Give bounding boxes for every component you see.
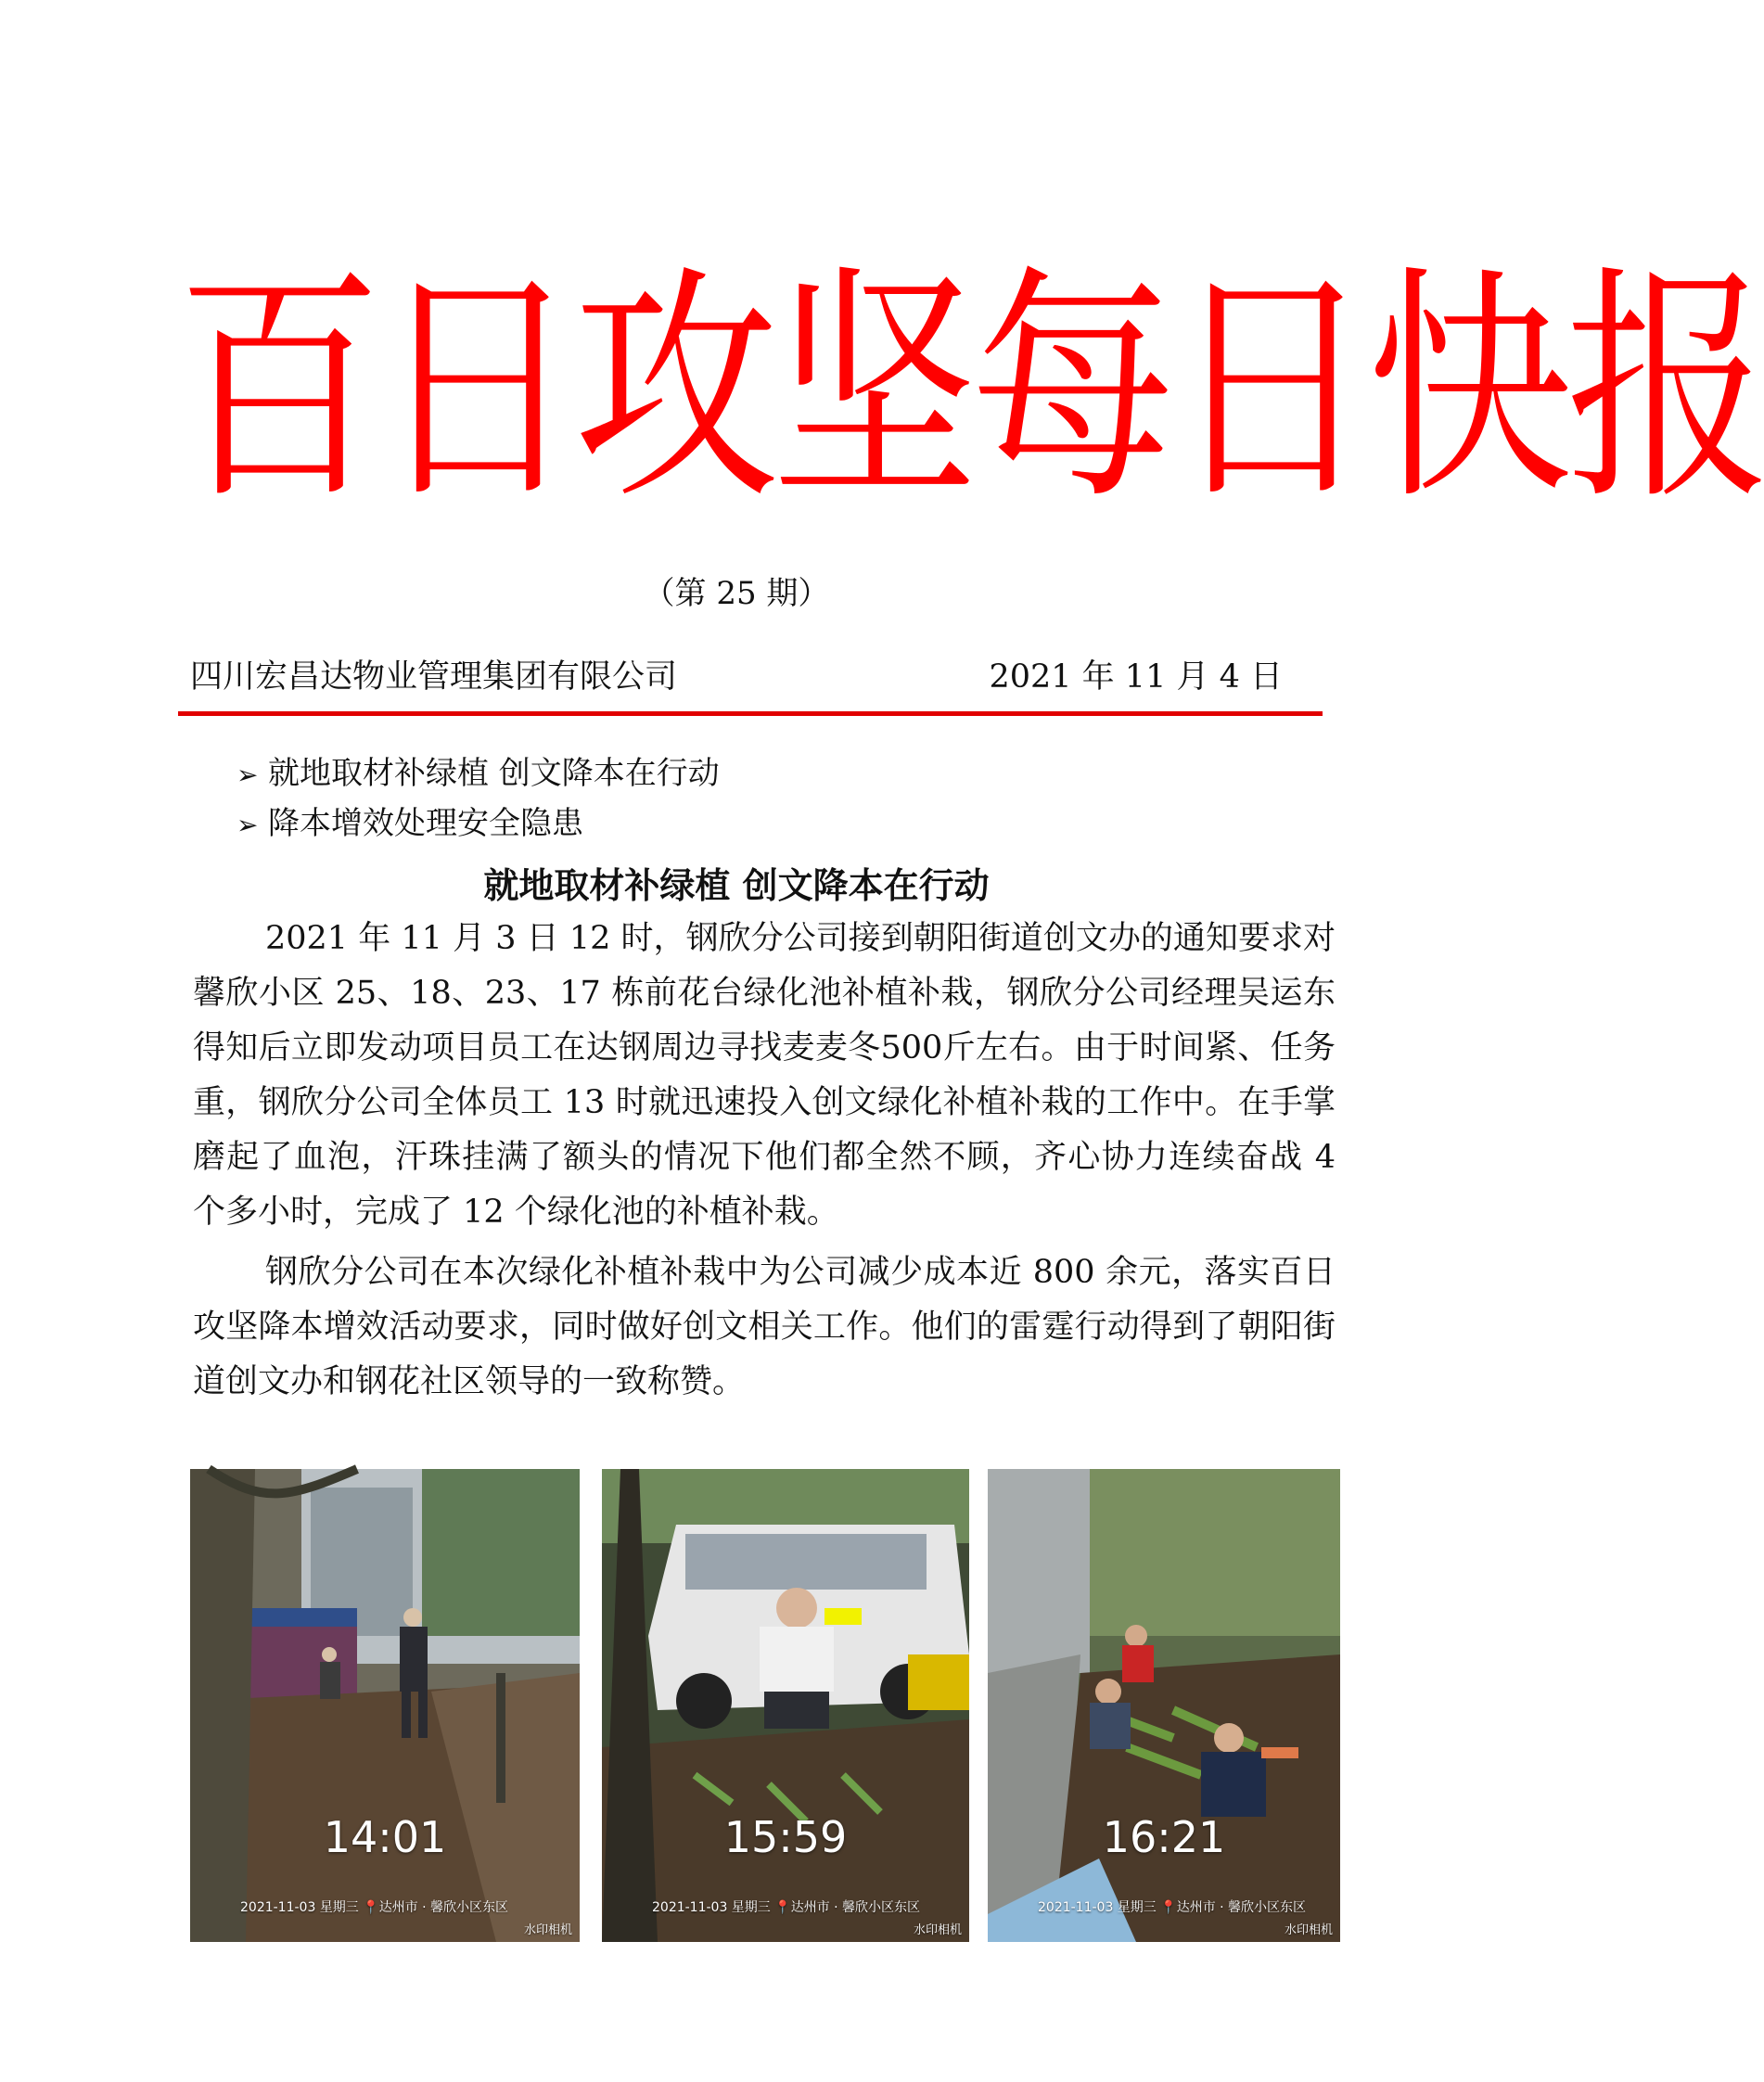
photo-timestamp: 15:59 [723, 1812, 848, 1862]
planting-photo-image [988, 1469, 1340, 1942]
article-paragraph: 2021 年 11 月 3 日 12 时，钢欣分公司接到朝阳街道创文办的通知要求对馨欣小区 25、18、23、17 栋前花台绿化池补植补栽，钢欣分公司经理吴运东得知后立即发动项目员工在达钢周边寻找麦麦冬500斤左右。由于时间紧、任务重，钢欣分公司全体员工 13 时就迅速投入创文绿化补植补栽的工作中。在手掌磨起了血泡，汗珠挂满了额头的情况下他们都全然不顾，齐心协力连续奋战 4 个多小时，完成了 12 个绿化池的补植补栽。 [193, 920, 1336, 1231]
article-body [193, 912, 1336, 1415]
photo-location-stamp: 2021-11-03 星期三 📍达州市 · 馨欣小区东区 [1038, 1900, 1307, 1915]
photo-location-stamp: 2021-11-03 星期三 📍达州市 · 馨欣小区东区 [240, 1900, 509, 1915]
work-photo-3 [988, 1469, 1340, 1942]
photo-watermark-brand: 水印相机 [1284, 1923, 1333, 1937]
photo-watermark-brand: 水印相机 [523, 1923, 572, 1937]
parking-lot-photo-image [602, 1469, 969, 1942]
photo-watermark-brand: 水印相机 [913, 1923, 962, 1937]
table-of-contents [236, 749, 720, 849]
street-photo-image [190, 1469, 580, 1942]
photo-strip [0, 1469, 1473, 1942]
photo-timestamp: 16:21 [1102, 1812, 1226, 1862]
toc-item-text: 降本增效处理安全隐患 [268, 805, 583, 842]
toc-item-text: 就地取材补绿植 创文降本在行动 [268, 755, 720, 792]
red-divider [178, 711, 1323, 716]
arrow-bullet-icon: ➢ [236, 810, 259, 840]
photo-timestamp: 14:01 [323, 1812, 447, 1862]
toc-item [236, 799, 720, 849]
publisher-name: 四川宏昌达物业管理集团有限公司 [190, 658, 678, 696]
photo-location-stamp: 2021-11-03 星期三 📍达州市 · 馨欣小区东区 [652, 1900, 921, 1915]
arrow-bullet-icon: ➢ [236, 760, 259, 790]
issue-number: （第 25 期） [643, 575, 830, 612]
article-paragraph: 钢欣分公司在本次绿化补植补栽中为公司减少成本近 800 余元，落实百日攻坚降本增效活动要求，同时做好创文相关工作。他们的雷霆行动得到了朝阳街道创文办和钢花社区领导的一致称赞。 [193, 1254, 1336, 1400]
article-title: 就地取材补绿植 创文降本在行动 [483, 865, 990, 906]
masthead-title: 百日攻坚每日快报 [176, 246, 1764, 533]
issue-date: 2021 年 11 月 4 日 [989, 658, 1283, 696]
toc-item [236, 749, 720, 799]
work-photo-1 [190, 1469, 580, 1942]
work-photo-2 [602, 1469, 969, 1942]
